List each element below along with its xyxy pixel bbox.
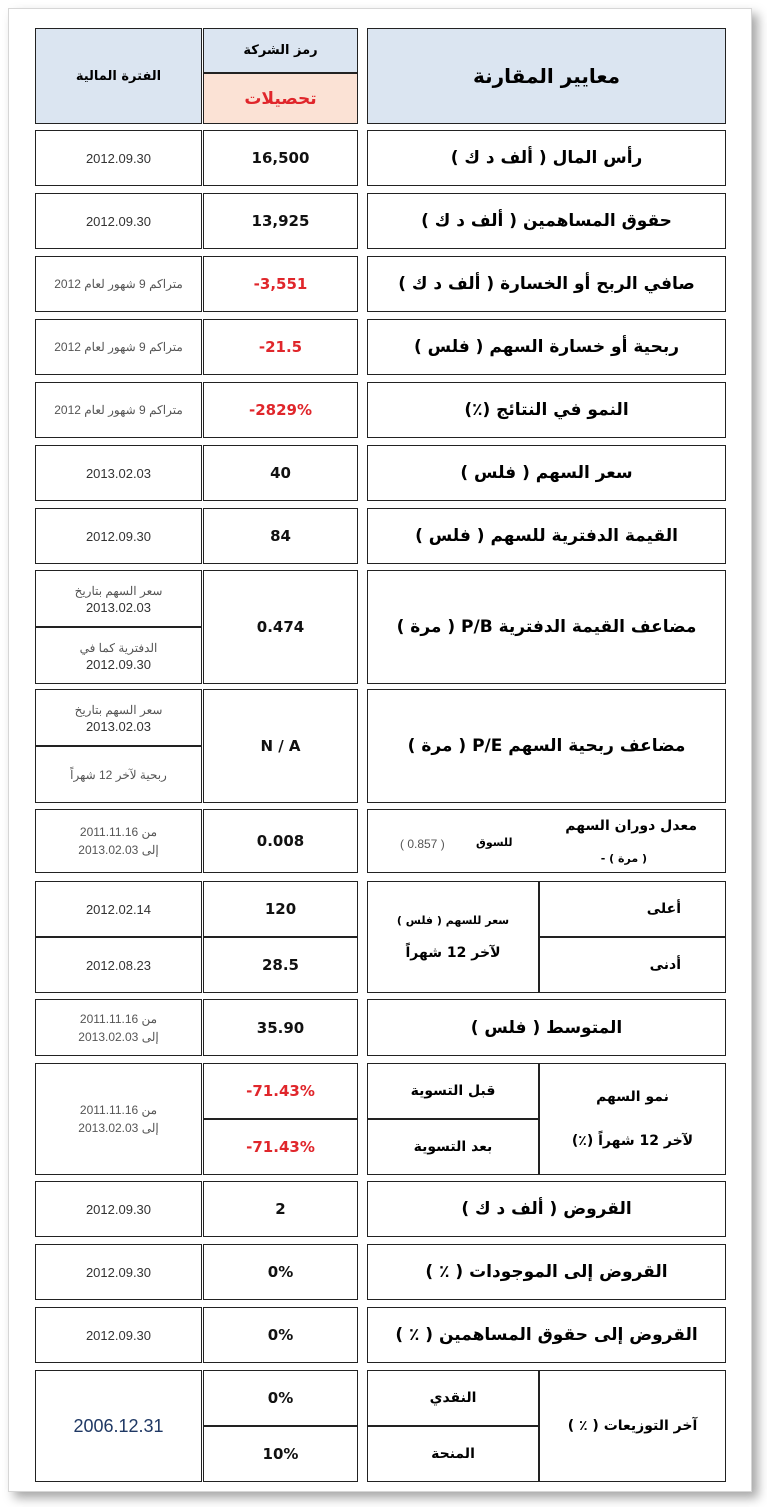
turnover-label-4: ( مرة ) - [600, 852, 647, 865]
growth-value-cell [203, 382, 358, 438]
average-value: 35.90 [256, 1018, 305, 1037]
growth-label: النمو في النتائج (٪) [464, 400, 629, 420]
share-growth-label-cell [539, 1063, 726, 1175]
book-value-label: القيمة الدفترية للسهم ( فلس ) [415, 526, 678, 546]
pe-period-top-cell [35, 689, 202, 746]
company-code-header [203, 28, 358, 73]
share-growth-before-value: -71.43% [246, 1082, 315, 1100]
book-value-period: 2012.09.30 [85, 528, 152, 544]
high-value-cell [203, 881, 358, 937]
price-range-group-2: لآخر 12 شهراً [405, 944, 501, 961]
low-date: 2012.08.23 [85, 957, 152, 973]
pb-label: مضاعف القيمة الدفترية P/B ( مرة ) [396, 617, 697, 637]
loans-equity-value-cell [203, 1307, 358, 1363]
dividends-cash-value-cell [203, 1370, 358, 1426]
net-profit-period: متراكم 9 شهور لعام 2012 [54, 277, 183, 291]
price-range-group-1: سعر للسهم ( فلس ) [396, 913, 510, 927]
price-label: سعر السهم ( فلس ) [460, 463, 633, 483]
average-label-cell [367, 999, 726, 1056]
dividends-label: آخر التوزيعات ( ٪ ) [567, 1418, 698, 1434]
pe-period-line-3: ربحية لآخر 12 شهراً [70, 767, 167, 782]
equity-value: 13,925 [251, 212, 310, 230]
high-date-cell [35, 881, 202, 937]
share-growth-to: إلى 2013.02.03 [78, 1121, 159, 1135]
loans-assets-label-cell [367, 1244, 726, 1300]
dividends-cash-label-cell [367, 1370, 539, 1426]
criteria-title: معايير المقارنة [472, 64, 621, 88]
capital-value: 16,500 [251, 149, 310, 167]
eps-value: -21.5 [258, 338, 303, 356]
company-name-cell [203, 73, 358, 124]
loans-equity-label: القروض إلى حقوق المساهمين ( ٪ ) [395, 1325, 698, 1345]
loans-equity-value: 0% [267, 1326, 294, 1344]
dividends-label-cell [539, 1370, 726, 1482]
pe-period-line-2: 2013.02.03 [85, 719, 152, 734]
dividends-bonus-value: 10% [262, 1445, 299, 1463]
share-growth-label-1: نمو السهم [596, 1089, 669, 1105]
loans-equity-label-cell [367, 1307, 726, 1363]
turnover-from: من 2011.11.16 [79, 825, 158, 839]
capital-period-cell [35, 130, 202, 186]
loans-assets-label: القروض إلى الموجودات ( ٪ ) [425, 1262, 668, 1282]
price-label-cell [367, 445, 726, 501]
growth-period-cell [35, 382, 202, 438]
loans-value-cell [203, 1181, 358, 1237]
net-profit-label: صافي الربح أو الخسارة ( ألف د ك ) [398, 274, 695, 294]
book-value-label-cell [367, 508, 726, 564]
loans-equity-period-cell [35, 1307, 202, 1363]
pe-period-bottom-cell [35, 746, 202, 803]
equity-label-cell [367, 193, 726, 249]
average-to: إلى 2013.02.03 [78, 1029, 159, 1044]
turnover-to: إلى 2013.02.03 [78, 843, 159, 857]
dividends-cash-label: النقدي [429, 1390, 477, 1406]
eps-period-cell [35, 319, 202, 375]
price-value-cell [203, 445, 358, 501]
eps-period: متراكم 9 شهور لعام 2012 [54, 340, 183, 354]
turnover-value: 0.008 [256, 832, 305, 850]
period-header [35, 28, 202, 124]
price-period-cell [35, 445, 202, 501]
average-value-cell [203, 999, 358, 1056]
net-profit-period-cell [35, 256, 202, 312]
average-label: المتوسط ( فلس ) [470, 1017, 623, 1038]
turnover-label-2: للسوق [476, 836, 513, 849]
loans-period-cell [35, 1181, 202, 1237]
equity-value-cell [203, 193, 358, 249]
dividends-period-cell [35, 1370, 202, 1482]
period-header-label: الفترة المالية [75, 68, 162, 84]
share-growth-before-value-cell [203, 1063, 358, 1119]
loans-label-cell [367, 1181, 726, 1237]
book-value-period-cell [35, 508, 202, 564]
loans-assets-value-cell [203, 1244, 358, 1300]
growth-value: -2829% [248, 401, 312, 419]
pb-period-line-4: 2012.09.30 [85, 657, 152, 672]
pb-period-line-1: سعر السهم بتاريخ [74, 584, 163, 598]
low-date-cell [35, 937, 202, 993]
high-label: أعلى [646, 901, 681, 917]
loans-assets-period: 2012.09.30 [85, 1264, 152, 1280]
pb-period-line-3: الدفترية كما في [79, 641, 158, 655]
dividends-period: 2006.12.31 [73, 1415, 164, 1436]
pb-period-top-cell [35, 570, 202, 627]
turnover-label-1: معدل دوران السهم [565, 818, 697, 834]
turnover-period-cell [35, 809, 202, 873]
pb-period-line-2: 2013.02.03 [85, 600, 152, 615]
price-period: 2013.02.03 [85, 465, 152, 481]
growth-period: متراكم 9 شهور لعام 2012 [54, 403, 183, 417]
loans-period: 2012.09.30 [85, 1201, 152, 1217]
growth-label-cell [367, 382, 726, 438]
net-profit-label-cell [367, 256, 726, 312]
pe-period-line-1: سعر السهم بتاريخ [74, 703, 163, 717]
price-range-group-cell [367, 881, 539, 993]
loans-label: القروض ( ألف د ك ) [461, 1199, 632, 1219]
capital-label: رأس المال ( ألف د ك ) [450, 148, 643, 168]
pb-label-cell [367, 570, 726, 684]
equity-period-cell [35, 193, 202, 249]
pe-label: مضاعف ربحية السهم P/E ( مرة ) [407, 736, 686, 756]
turnover-label-3: ( 0.857 ) [400, 837, 445, 851]
eps-label: ربحية أو خسارة السهم ( فلس ) [413, 337, 680, 357]
capital-value-cell [203, 130, 358, 186]
average-period-cell [35, 999, 202, 1056]
net-profit-value-cell [203, 256, 358, 312]
share-growth-label-2: لآخر 12 شهراً (٪) [571, 1133, 694, 1149]
dividends-cash-value: 0% [267, 1389, 294, 1407]
dividends-bonus-label: المنحة [431, 1446, 475, 1462]
share-growth-after-label: بعد التسوية [413, 1139, 493, 1155]
pe-value: N / A [260, 737, 301, 755]
pe-label-cell [367, 689, 726, 803]
low-label: أدنى [649, 957, 681, 973]
pe-value-cell [203, 689, 358, 803]
eps-value-cell [203, 319, 358, 375]
capital-period: 2012.09.30 [85, 150, 152, 166]
dividends-bonus-value-cell [203, 1426, 358, 1482]
loans-assets-period-cell [35, 1244, 202, 1300]
pb-value: 0.474 [256, 618, 305, 636]
turnover-value-cell [203, 809, 358, 873]
price-value: 40 [270, 464, 291, 482]
equity-label: حقوق المساهمين ( ألف د ك ) [421, 211, 672, 231]
book-value-value-cell [203, 508, 358, 564]
turnover-label-cell [367, 809, 726, 873]
share-growth-before-label: قبل التسوية [410, 1083, 496, 1099]
dividends-bonus-label-cell [367, 1426, 539, 1482]
share-growth-before-label-cell [367, 1063, 539, 1119]
company-name: تحصيلات [244, 88, 317, 109]
book-value-value: 84 [270, 527, 291, 545]
low-value: 28.5 [261, 956, 299, 974]
capital-label-cell [367, 130, 726, 186]
share-growth-after-label-cell [367, 1119, 539, 1175]
share-growth-after-value: -71.43% [246, 1138, 315, 1156]
share-growth-period-cell [35, 1063, 202, 1175]
loans-assets-value: 0% [267, 1263, 294, 1281]
pb-value-cell [203, 570, 358, 684]
loans-value: 2 [275, 1200, 286, 1218]
high-label-cell [539, 881, 726, 937]
company-code-label: رمز الشركة [243, 43, 318, 58]
low-value-cell [203, 937, 358, 993]
share-growth-from: من 2011.11.16 [79, 1103, 158, 1117]
average-from: من 2011.11.16 [79, 1011, 158, 1026]
criteria-header [367, 28, 726, 124]
pb-period-bottom-cell [35, 627, 202, 684]
high-date: 2012.02.14 [85, 901, 152, 917]
share-growth-after-value-cell [203, 1119, 358, 1175]
high-value: 120 [264, 900, 297, 918]
eps-label-cell [367, 319, 726, 375]
low-label-cell [539, 937, 726, 993]
net-profit-value: -3,551 [253, 275, 308, 293]
loans-equity-period: 2012.09.30 [85, 1327, 152, 1343]
equity-period: 2012.09.30 [85, 213, 152, 229]
